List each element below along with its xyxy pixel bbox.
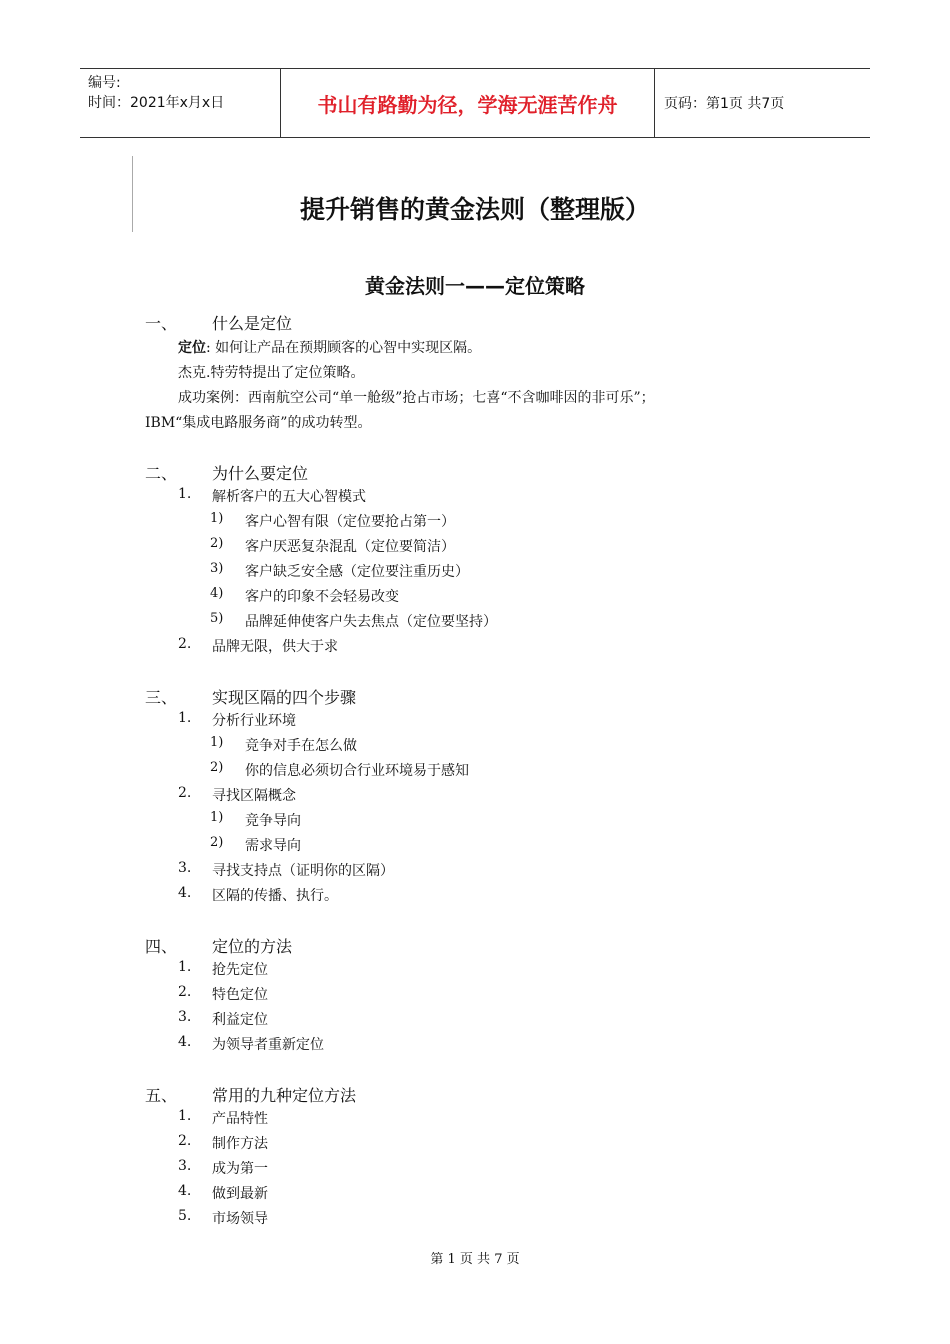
sublist-item: 客户的印象不会轻易改变 xyxy=(245,589,399,605)
definition-line xyxy=(178,337,481,357)
list-number: 3. xyxy=(178,860,192,876)
list-item: 区隔的传播、执行。 xyxy=(212,888,338,904)
sublist-number: 4) xyxy=(210,586,224,601)
list-item: 分析行业环境 xyxy=(212,713,296,729)
doc-code-label: 编号: xyxy=(88,75,121,91)
list-number: 4. xyxy=(178,1034,192,1050)
section-2-number: 二、 xyxy=(145,464,178,483)
list-item: 寻找支持点（证明你的区隔） xyxy=(212,863,394,879)
list-number: 1. xyxy=(178,1108,192,1124)
list-item: 寻找区隔概念 xyxy=(212,788,296,804)
sublist-number: 1) xyxy=(210,511,224,526)
list-item: 产品特性 xyxy=(212,1111,268,1127)
section-1-number: 一、 xyxy=(145,314,178,333)
definition-label: 定位 xyxy=(178,340,206,356)
header-motto: 书山有路勤为径，学海无涯苦作舟 xyxy=(280,69,655,137)
sublist-item: 需求导向 xyxy=(245,838,301,854)
header-page-info: 页码：第1页 共7页 xyxy=(664,96,785,112)
list-item: 特色定位 xyxy=(212,987,268,1003)
section-5-title: 常用的九种定位方法 xyxy=(212,1086,357,1105)
list-number: 2. xyxy=(178,984,192,1000)
section-4-number: 四、 xyxy=(145,937,178,956)
sublist-item: 竞争导向 xyxy=(245,813,301,829)
sublist-number: 1) xyxy=(210,735,224,750)
list-item: 为领导者重新定位 xyxy=(212,1037,324,1053)
section-5-number: 五、 xyxy=(145,1086,178,1105)
sublist-item: 客户心智有限（定位要抢占第一） xyxy=(245,514,455,530)
sublist-number: 5) xyxy=(210,611,224,626)
list-number: 1. xyxy=(178,959,192,975)
list-number: 5. xyxy=(178,1208,192,1224)
list-item: 利益定位 xyxy=(212,1012,268,1028)
sublist-number: 2) xyxy=(210,536,224,551)
list-number: 1. xyxy=(178,486,192,502)
sublist-number: 1) xyxy=(210,810,224,825)
sublist-item: 你的信息必须切合行业环境易于感知 xyxy=(245,763,469,779)
doc-time-label: 时间：2021年x月x日 xyxy=(88,95,225,111)
list-number: 4. xyxy=(178,1183,192,1199)
sublist-number: 3) xyxy=(210,561,224,576)
list-number: 1. xyxy=(178,710,192,726)
section-3-title: 实现区隔的四个步骤 xyxy=(212,688,357,707)
page-footer: 第 1 页 共 7 页 xyxy=(430,1252,520,1267)
list-item: 市场领导 xyxy=(212,1211,268,1227)
paragraph-line: 杰克.特劳特提出了定位策略。 xyxy=(178,365,365,381)
document-subtitle: 黄金法则一——定位策略 xyxy=(365,274,585,298)
page-header xyxy=(80,68,870,138)
section-1-title: 什么是定位 xyxy=(212,314,293,333)
paragraph-line: IBM“集成电路服务商”的成功转型。 xyxy=(145,415,372,431)
definition-text: : 如何让产品在预期顾客的心智中实现区隔。 xyxy=(206,340,482,356)
list-number: 4. xyxy=(178,885,192,901)
section-4-title: 定位的方法 xyxy=(212,937,293,956)
paragraph-line: 成功案例：西南航空公司“单一舱级”抢占市场；七喜“不含咖啡因的非可乐”； xyxy=(178,390,655,406)
sublist-number: 2) xyxy=(210,760,224,775)
sublist-item: 客户厌恶复杂混乱（定位要简洁） xyxy=(245,539,455,555)
list-item: 解析客户的五大心智模式 xyxy=(212,489,366,505)
list-item: 做到最新 xyxy=(212,1186,268,1202)
list-number: 3. xyxy=(178,1009,192,1025)
section-2-title: 为什么要定位 xyxy=(212,464,309,483)
list-item: 成为第一 xyxy=(212,1161,268,1177)
sublist-item: 品牌延伸使客户失去焦点（定位要坚持） xyxy=(245,614,497,630)
list-number: 3. xyxy=(178,1158,192,1174)
list-item: 抢先定位 xyxy=(212,962,268,978)
list-number: 2. xyxy=(178,636,192,652)
list-number: 2. xyxy=(178,785,192,801)
header-meta xyxy=(80,69,280,137)
list-item: 制作方法 xyxy=(212,1136,268,1152)
list-number: 2. xyxy=(178,1133,192,1149)
sublist-item: 竞争对手在怎么做 xyxy=(245,738,357,754)
section-3-number: 三、 xyxy=(145,688,178,707)
sublist-item: 客户缺乏安全感（定位要注重历史） xyxy=(245,564,469,580)
document-title: 提升销售的黄金法则（整理版） xyxy=(299,195,650,224)
list-item: 品牌无限，供大于求 xyxy=(212,639,338,655)
sublist-number: 2) xyxy=(210,835,224,850)
